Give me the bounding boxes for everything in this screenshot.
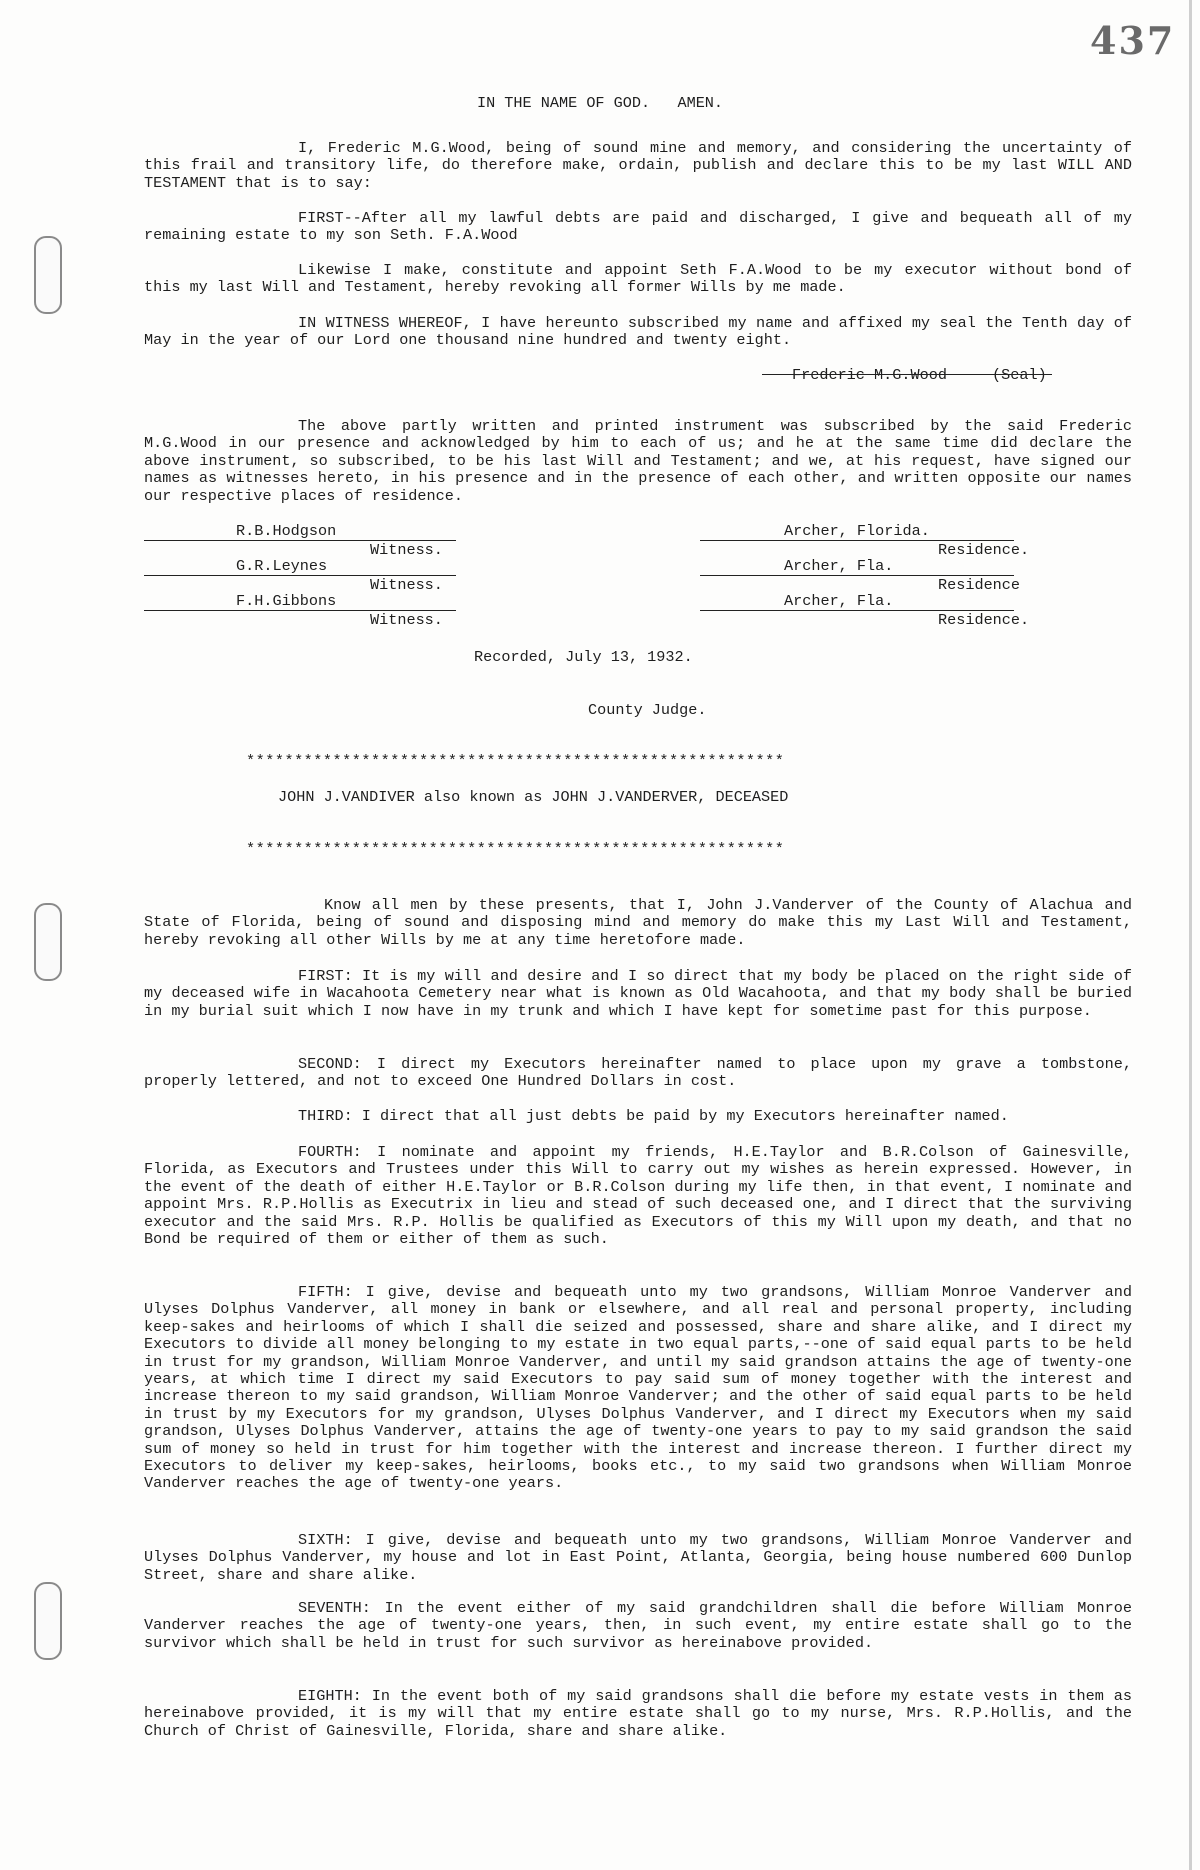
page-edge xyxy=(1189,0,1192,1870)
will2-third-text: THIRD: I direct that all just debts be paid by my Executors hereinafter named. xyxy=(298,1107,1009,1125)
seal-label: (Seal) xyxy=(992,366,1047,384)
will1-paragraph-2 xyxy=(144,210,1132,245)
will1-p3-text: Likewise I make, constitute and appoint Seth F.A.Wood to be my executor without bond of this my last Will and Testament, hereby revoking all former Wills by me made. xyxy=(144,261,1132,297)
witness-name-3: F.H.Gibbons xyxy=(236,592,337,610)
will2-fourth-text: FOURTH: I nominate and appoint my friends, H.E.Taylor and B.R.Colson of Gainesville, Florida, as Executors and Trustees under this Will to carry out my wishes as herein expressed. However, in the event of the death of either H.E.Taylor or B.R.Colson during my life then, in that event, I nominate and appoint Mrs. R.P.Hollis as Executrix in lieu and stead of such deceased one, and I direct that the surviving executor and the said Mrs. R.P. Hollis be qualified as Executors of this my Will upon my death, and that no Bond be required of them or either of them as such. xyxy=(144,1143,1132,1249)
will1-p1-text: I, Frederic M.G.Wood, being of sound mine and memory, and considering the uncertainty of this frail and transitory life, do therefore make, ordain, publish and declare this to be my last WILL AND TESTAMENT that is to say: xyxy=(144,139,1132,192)
witness-name-1: R.B.Hodgson xyxy=(236,522,337,540)
will1-paragraph-4 xyxy=(144,315,1132,350)
will1-p4-text: IN WITNESS WHEREOF, I have hereunto subscribed my name and affixed my seal the Tenth day of May in the year of our Lord one thousand nine hundred and twenty eight. xyxy=(144,314,1132,350)
residence-1: Archer, Florida. xyxy=(784,522,930,540)
residence-3: Archer, Fla. xyxy=(784,592,894,610)
witness-label-3: Witness. xyxy=(370,611,443,629)
will2-third xyxy=(144,1108,1132,1125)
will2-fifth-text: FIFTH: I give, devise and bequeath unto my two grandsons, William Monroe Vanderver and Ulyses Dolphus Vanderver, all money in bank or elsewhere, and all real and personal property, including keep-sakes and heirlooms of which I shall die seized and possessed, share and share alike, and I direct my Executors to divide all money belonging to my estate in two equal parts,--one of said equal parts to be held in trust for my grandson, William Monroe Vanderver, and until my said grandson attains the age of twenty-one years, at which time I direct my said Executors to pay said sum of money together with the interest and increase thereon to my said grandson, William Monroe Vanderver; and the other of said equal parts to be held in trust by my Executors for my grandson, Ulyses Dolphus Vanderver, and I direct my Executors when my said grandson, Ulyses Dolphus Vanderver, attains the age of twenty-one years to pay to my said grandson the said sum of money so held in trust for him together with the interest and increase thereon. I further direct my Executors to deliver my keep-sakes, heirlooms, books etc., to my said two grandsons when William Monroe Vanderver reaches the age of twenty-one years. xyxy=(144,1283,1132,1493)
will2-intro xyxy=(144,897,1132,949)
binder-hole-bottom xyxy=(34,1582,62,1660)
residence-label-2: Residence xyxy=(938,576,1021,594)
attestation-text: The above partly written and printed instrument was subscribed by the said Frederic M.G.Wood in our presence and acknowledged by him to each of us; and he at the same time did declare the above instrument, so subscribed, to be his last Will and Testament; and we, at his request, have signed our names as witnesses hereto, in his presence and in the presence of each other, and written opposite our names our respective places of residence. xyxy=(144,417,1132,505)
will2-first-text: FIRST: It is my will and desire and I so direct that my body be placed on the right side of my deceased wife in Wacahoota Cemetery near what is known as Old Wacahoota, and that my body shall be buried in my burial suit which I now have in my trunk and which I have kept for sometime past for this purpose. xyxy=(144,967,1132,1020)
will2-seventh xyxy=(144,1600,1132,1652)
will2-fourth xyxy=(144,1144,1132,1248)
will1-paragraph-1 xyxy=(144,140,1132,192)
residence-2: Archer, Fla. xyxy=(784,557,894,575)
will2-intro-text: Know all men by these presents, that I, John J.Vanderver of the County of Alachua and State of Florida, being of sound and disposing mind and memory do make this my Last Will and Testament, hereby revoking all other Wills by me at any time heretofore made. xyxy=(144,896,1132,949)
will-heading: IN THE NAME OF GOD. AMEN. xyxy=(476,94,724,112)
residence-label-1: Residence. xyxy=(938,541,1030,559)
will2-seventh-text: SEVENTH: In the event either of my said grandchildren shall die before William Monroe Vanderver reaches the age of twenty-one years, then, in such event, my entire estate shall go to the survivor which shall be held in trust for such survivor as hereinabove provided. xyxy=(144,1599,1132,1652)
separator-stars-top: ******************************************************** xyxy=(246,752,785,770)
witness-label-1: Witness. xyxy=(370,541,443,559)
will2-fifth xyxy=(144,1284,1132,1493)
will2-eighth-text: EIGHTH: In the event both of my said grandsons shall die before my estate vests in them as hereinabove provided, it is my will that my entire estate shall go to my nurse, Mrs. R.P.Hollis, and the Church of Christ of Gainesville, Florida, share and share alike. xyxy=(144,1687,1132,1740)
residence-label-3: Residence. xyxy=(938,611,1030,629)
page-number: 437 xyxy=(1090,18,1176,63)
will2-second-text: SECOND: I direct my Executors hereinafter named to place upon my grave a tombstone, properly lettered, and not to exceed One Hundred Dollars in cost. xyxy=(144,1055,1132,1091)
will2-title: JOHN J.VANDIVER also known as JOHN J.VANDERVER, DECEASED xyxy=(278,788,789,806)
recorded-date: Recorded, July 13, 1932. xyxy=(474,648,693,666)
witness-label-2: Witness. xyxy=(370,576,443,594)
will2-sixth-text: SIXTH: I give, devise and bequeath unto my two grandsons, William Monroe Vanderver and Ulyses Dolphus Vanderver, my house and lot in East Point, Atlanta, Georgia, being house numbered 600 Dunlop Street, share and share alike. xyxy=(144,1531,1132,1584)
witness-name-2: G.R.Leynes xyxy=(236,557,328,575)
will2-sixth xyxy=(144,1532,1132,1584)
testator-signature: Frederic M.G.Wood xyxy=(792,366,947,384)
binder-hole-middle xyxy=(34,903,62,981)
will2-second xyxy=(144,1056,1132,1091)
will2-eighth xyxy=(144,1688,1132,1740)
separator-stars-bottom: ******************************************************** xyxy=(246,840,785,858)
signature-line xyxy=(762,374,1052,375)
will1-p2-text: FIRST--After all my lawful debts are paid and discharged, I give and bequeath all of my remaining estate to my son Seth. F.A.Wood xyxy=(144,209,1132,245)
will1-paragraph-3 xyxy=(144,262,1132,297)
attestation-clause xyxy=(144,418,1132,505)
will2-first xyxy=(144,968,1132,1020)
county-judge-label: County Judge. xyxy=(588,701,707,719)
binder-hole-top xyxy=(34,236,62,314)
